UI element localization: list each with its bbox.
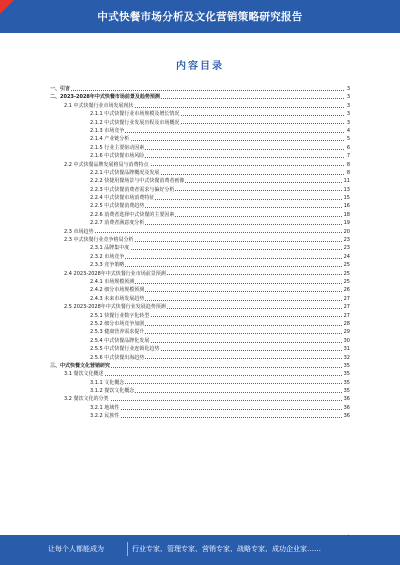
toc-leader-dots [90, 258, 344, 259]
toc-entry-text: 3.2.1 地域性 [90, 404, 120, 411]
toc-entry[interactable] [50, 370, 350, 378]
toc-entry[interactable] [50, 152, 350, 160]
toc-entry-page: 28 [343, 320, 350, 327]
footer-slogan: 让每个人都能成为 [48, 545, 104, 553]
toc-entry-text: 二、2023-2028年中式快餐市场前景及趋势预测 [50, 94, 160, 101]
toc-entry-text: 2.4.3 未来市场发展趋势 [90, 295, 145, 302]
toc-entry-text: 3.2 餐饮文化的分类 [64, 396, 109, 403]
toc-entry-text: 2.2 中式快餐品牌发展格局与消费特点 [64, 161, 149, 168]
toc-entry[interactable] [50, 328, 350, 336]
toc-entry-page: 3 [346, 94, 350, 101]
toc-entry-page: 3 [346, 119, 350, 126]
footer-tagline: 行业专家、管理专家、营销专家、战略专家、成功企业家…… [132, 545, 321, 553]
toc-entry-text: 2.3.3 竞争策略 [90, 262, 125, 269]
toc-entry[interactable] [50, 404, 350, 412]
toc-entry-page: 16 [343, 203, 350, 210]
toc-entry-page: 36 [343, 404, 350, 411]
toc-entry-text: 2.4 2023-2028年中式快餐行业市场前景预测 [64, 270, 166, 277]
toc-entry-text: 2.1.6 中式快餐市场风险 [90, 153, 145, 160]
toc-leader-dots [90, 417, 344, 418]
toc-entry-text: 三、中式快餐文化营销研究 [50, 362, 111, 369]
toc-entry-page: 29 [343, 329, 350, 336]
table-of-contents [50, 85, 350, 421]
toc-entry-page: 27 [343, 295, 350, 302]
toc-title: 内容目录 [176, 61, 224, 72]
toc-entry-text: 2.2.4 中式快餐市场消费特征 [90, 195, 155, 202]
toc-entry-page: 7 [346, 153, 350, 160]
toc-entry[interactable] [50, 295, 350, 303]
toc-leader-dots [90, 132, 344, 133]
toc-entry-page: 35 [343, 379, 350, 386]
toc-entry-text: 2.5.4 中式快餐品牌化发展 [90, 337, 150, 344]
document-title: 中式快餐市场分析及文化营销策略研究报告 [97, 11, 303, 23]
toc-entry[interactable] [50, 244, 350, 252]
toc-entry[interactable] [50, 202, 350, 210]
toc-entry[interactable] [50, 286, 350, 294]
toc-entry[interactable] [50, 169, 350, 177]
toc-entry-text: 2.2.5 中式快餐消费趋势 [90, 203, 145, 210]
toc-entry[interactable] [50, 144, 350, 152]
toc-entry[interactable] [50, 354, 350, 362]
toc-entry-text: 2.5.1 快餐行业数字化转型 [90, 312, 150, 319]
toc-entry-page: 23 [343, 237, 350, 244]
toc-entry[interactable] [50, 362, 350, 370]
toc-entry[interactable] [50, 261, 350, 269]
toc-entry[interactable] [50, 93, 350, 101]
toc-entry[interactable] [50, 119, 350, 127]
toc-entry-text: 2.2.1 中式快餐品牌概况及发展 [90, 169, 160, 176]
toc-entry-text: 2.3.2 市场竞争 [90, 253, 125, 260]
toc-entry-page: 35 [343, 362, 350, 369]
toc-entry-page: 30 [343, 337, 350, 344]
toc-entry-text: 2.1 中式快餐行业市场发展现状 [64, 102, 134, 109]
toc-leader-dots [90, 383, 344, 384]
toc-entry-text: 2.5.5 中式快餐行业连锁化趋势 [90, 346, 160, 353]
toc-entry-page: 31 [343, 346, 350, 353]
toc-entry-page: 6 [346, 144, 350, 151]
toc-leader-dots [90, 266, 344, 267]
toc-entry-text: 2.5 2023-2028年中式快餐行业发展趋势预测 [64, 304, 166, 311]
toc-entry-page: 24 [343, 253, 350, 260]
toc-entry[interactable] [50, 102, 350, 110]
toc-entry-text: 一、引言 [50, 86, 71, 92]
toc-entry-text: 3.2.2 民族性 [90, 413, 120, 420]
toc-entry-text: 2.1.4 产业链分析 [90, 136, 130, 143]
toc-entry-page: 25 [343, 270, 350, 277]
toc-entry[interactable] [50, 395, 350, 403]
toc-entry-text: 2.1.5 行业主要驱动因素 [90, 144, 145, 151]
toc-entry-page: 27 [343, 312, 350, 319]
toc-entry[interactable] [50, 236, 350, 244]
toc-entry-page: 5 [346, 136, 350, 143]
toc-entry-text: 2.3 市场趋势 [64, 228, 94, 235]
toc-entry-text: 3.1 餐饮文化概述 [64, 371, 104, 378]
toc-entry-page: 26 [343, 287, 350, 294]
toc-entry-text: 2.5.2 细分市场竞争加剧 [90, 320, 145, 327]
toc-entry[interactable] [50, 278, 350, 286]
toc-entry[interactable] [50, 177, 350, 185]
toc-entry-page: 36 [343, 396, 350, 403]
toc-leader-dots [50, 90, 344, 91]
toc-entry-text: 2.1.2 中式快餐行业发展历程及市场概况 [90, 119, 180, 126]
toc-entry-page: 3 [346, 111, 350, 118]
toc-entry-page: 3 [346, 86, 350, 92]
toc-entry-page: 18 [343, 211, 350, 218]
toc-entry[interactable] [50, 270, 350, 278]
toc-entry[interactable] [50, 337, 350, 345]
toc-entry-text: 2.5.3 健康营养需求提升 [90, 329, 145, 336]
toc-entry-page: 11 [343, 178, 350, 185]
toc-entry-text: 2.2.6 消费者选择中式快餐的主要因素 [90, 211, 175, 218]
toc-entry-page: 8 [346, 161, 350, 168]
footer-divider [127, 542, 128, 556]
toc-entry-page: 19 [343, 220, 350, 227]
toc-leader-dots [64, 232, 344, 233]
toc-entry-text: 2.3.1 品牌集中度 [90, 245, 130, 252]
toc-entry[interactable] [50, 194, 350, 202]
toc-entry[interactable] [50, 186, 350, 194]
toc-entry-text: 2.3 中式快餐行业竞争格局分析 [64, 237, 134, 244]
toc-entry-text: 2.2.7 消费者满意度分析 [90, 220, 145, 227]
toc-entry-text: 2.2.2 快捷用餐场景与中式快餐消费者画像 [90, 178, 185, 185]
toc-entry-text: 2.4.1 市场规模预测 [90, 278, 135, 285]
toc-leader-dots [64, 375, 344, 376]
toc-leader-dots [90, 409, 344, 410]
toc-entry[interactable] [50, 135, 350, 143]
toc-entry-text: 2.4.2 细分市场规模预测 [90, 287, 145, 294]
toc-entry-page: 15 [343, 195, 350, 202]
toc-entry-text: 3.1.1 文化概念 [90, 379, 125, 386]
toc-entry-text: 2.1.1 中式快餐行业市场规模及增长情况 [90, 111, 180, 118]
toc-entry[interactable] [50, 161, 350, 169]
toc-entry-page: 13 [343, 186, 350, 193]
toc-entry-text: 2.1.3 市场竞争 [90, 127, 125, 134]
toc-entry[interactable] [50, 228, 350, 236]
toc-entry-page: 25 [343, 262, 350, 269]
toc-entry[interactable] [50, 345, 350, 353]
toc-entry[interactable] [50, 320, 350, 328]
toc-entry[interactable] [50, 303, 350, 311]
toc-entry-page: 36 [343, 413, 350, 420]
toc-entry-page: 4 [346, 127, 350, 134]
toc-entry-page: 35 [343, 388, 350, 395]
toc-entry[interactable] [50, 219, 350, 227]
toc-entry-text: 2.5.6 中式快餐出海趋势 [90, 354, 145, 361]
toc-entry[interactable] [50, 387, 350, 395]
toc-entry[interactable] [50, 85, 350, 93]
toc-entry-page: 25 [343, 278, 350, 285]
toc-entry-page: 27 [343, 304, 350, 311]
toc-entry-page: 8 [346, 169, 350, 176]
toc-entry-page: 32 [343, 354, 350, 361]
toc-entry[interactable] [50, 412, 350, 420]
toc-entry-page: 3 [346, 102, 350, 109]
toc-entry[interactable] [50, 253, 350, 261]
toc-entry-text: 2.2.3 中式快餐消费者需求与偏好分析 [90, 186, 175, 193]
toc-entry-page: 23 [343, 245, 350, 252]
page-footer-banner [0, 535, 400, 565]
toc-entry-page: 20 [343, 228, 350, 235]
toc-entry[interactable] [50, 379, 350, 387]
toc-entry[interactable] [50, 127, 350, 135]
toc-entry[interactable] [50, 110, 350, 118]
page-header-banner [0, 0, 400, 33]
toc-entry[interactable] [50, 211, 350, 219]
toc-entry-page: 35 [343, 371, 350, 378]
toc-entry-text: 3.1.2 餐饮文化概念 [90, 388, 135, 395]
toc-entry[interactable] [50, 312, 350, 320]
